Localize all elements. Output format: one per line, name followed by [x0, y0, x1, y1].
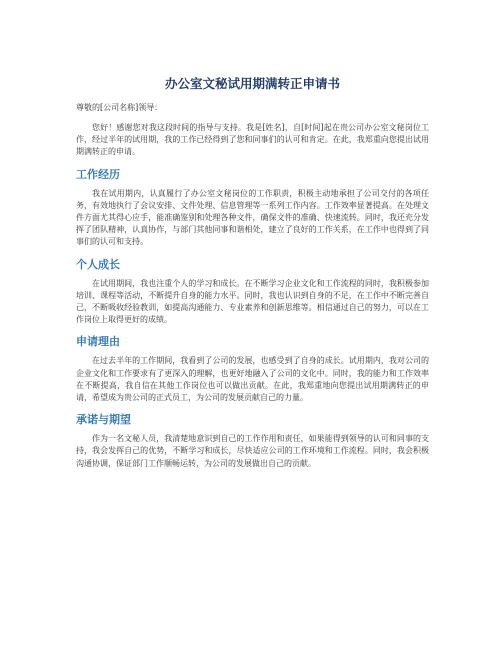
section-body: 在过去半年的工作期间，我看到了公司的发展，也感受到了自身的成长。试用期内，我对公司的企业文化和工作要求有了更深入的理解，也更好地融入了公司的文化中。同时，我的能力和工作效率在不断提高，我自信在其他工作岗位也可以做出贡献。在此，我郑重地向您提出试用期满转正的申请，希望成为贵公司的正式员工，为公司的发展贡献自己的力量。 [76, 356, 429, 403]
section-body: 我在试用期内，认真履行了办公室文秘岗位的工作职责，积极主动地承担了公司交付的各项任务，有效地执行了会议安排、文件处理、信息管理等一系列工作内容。工作效率显著提高。在处理文件方面尤其得心应手，能准确鉴别和处理各种文件，确保文件的准确、快速流转。同时，我还充分发挥了团队精神，认真协作，与部门其他同事和谐相处，建立了良好的工作关系，在工作中也得到了同事们的认可和支持。 [76, 188, 429, 247]
section-heading: 个人成长 [76, 257, 120, 271]
section-body: 作为一名文秘人员，我清楚地意识到自己的工作作用和责任，如果能得到领导的认可和同事的支持，我会发挥自己的优势，不断学习和成长，尽快适应公司的工作环境和工作流程。同时，我会积极沟通协调，保证部门工作顺畅运转，为公司的发展做出自己的贡献。 [76, 434, 429, 468]
section-commitment [76, 413, 429, 470]
section-heading: 申请理由 [76, 335, 120, 349]
section-body: 在试用期间，我也注重个人的学习和成长。在不断学习企业文化和工作流程的同时，我积极参加培训、课程等活动，不断提升自身的能力水平。同时，我也认识到自身的不足，在工作中不断完善自己，不断吸收经验教训，如提高沟通能力、专业素养和创新思维等。相信通过自己的努力，可以在工作岗位上取得更好的成绩。 [76, 278, 429, 325]
section-application-reason [76, 335, 429, 404]
section-heading: 承诺与期望 [76, 413, 131, 427]
section-heading: 工作经历 [76, 167, 120, 181]
section-work-experience [76, 168, 429, 249]
salutation: 尊敬的[公司名称]领导： [76, 103, 163, 112]
section-personal-growth [76, 258, 429, 327]
document-title: 办公室文秘试用期满转正申请书 [164, 76, 340, 91]
intro-paragraph: 您好！感谢您对我这段时间的指导与支持。我是[姓名]，自[时间]起在贵公司办公室文秘岗位工作，经过半年的试用期，我的工作已经得到了您和同事们的认可和肯定。在此，我郑重向您提出试用期满转正的申请。 [76, 123, 429, 157]
document-page [76, 76, 429, 470]
